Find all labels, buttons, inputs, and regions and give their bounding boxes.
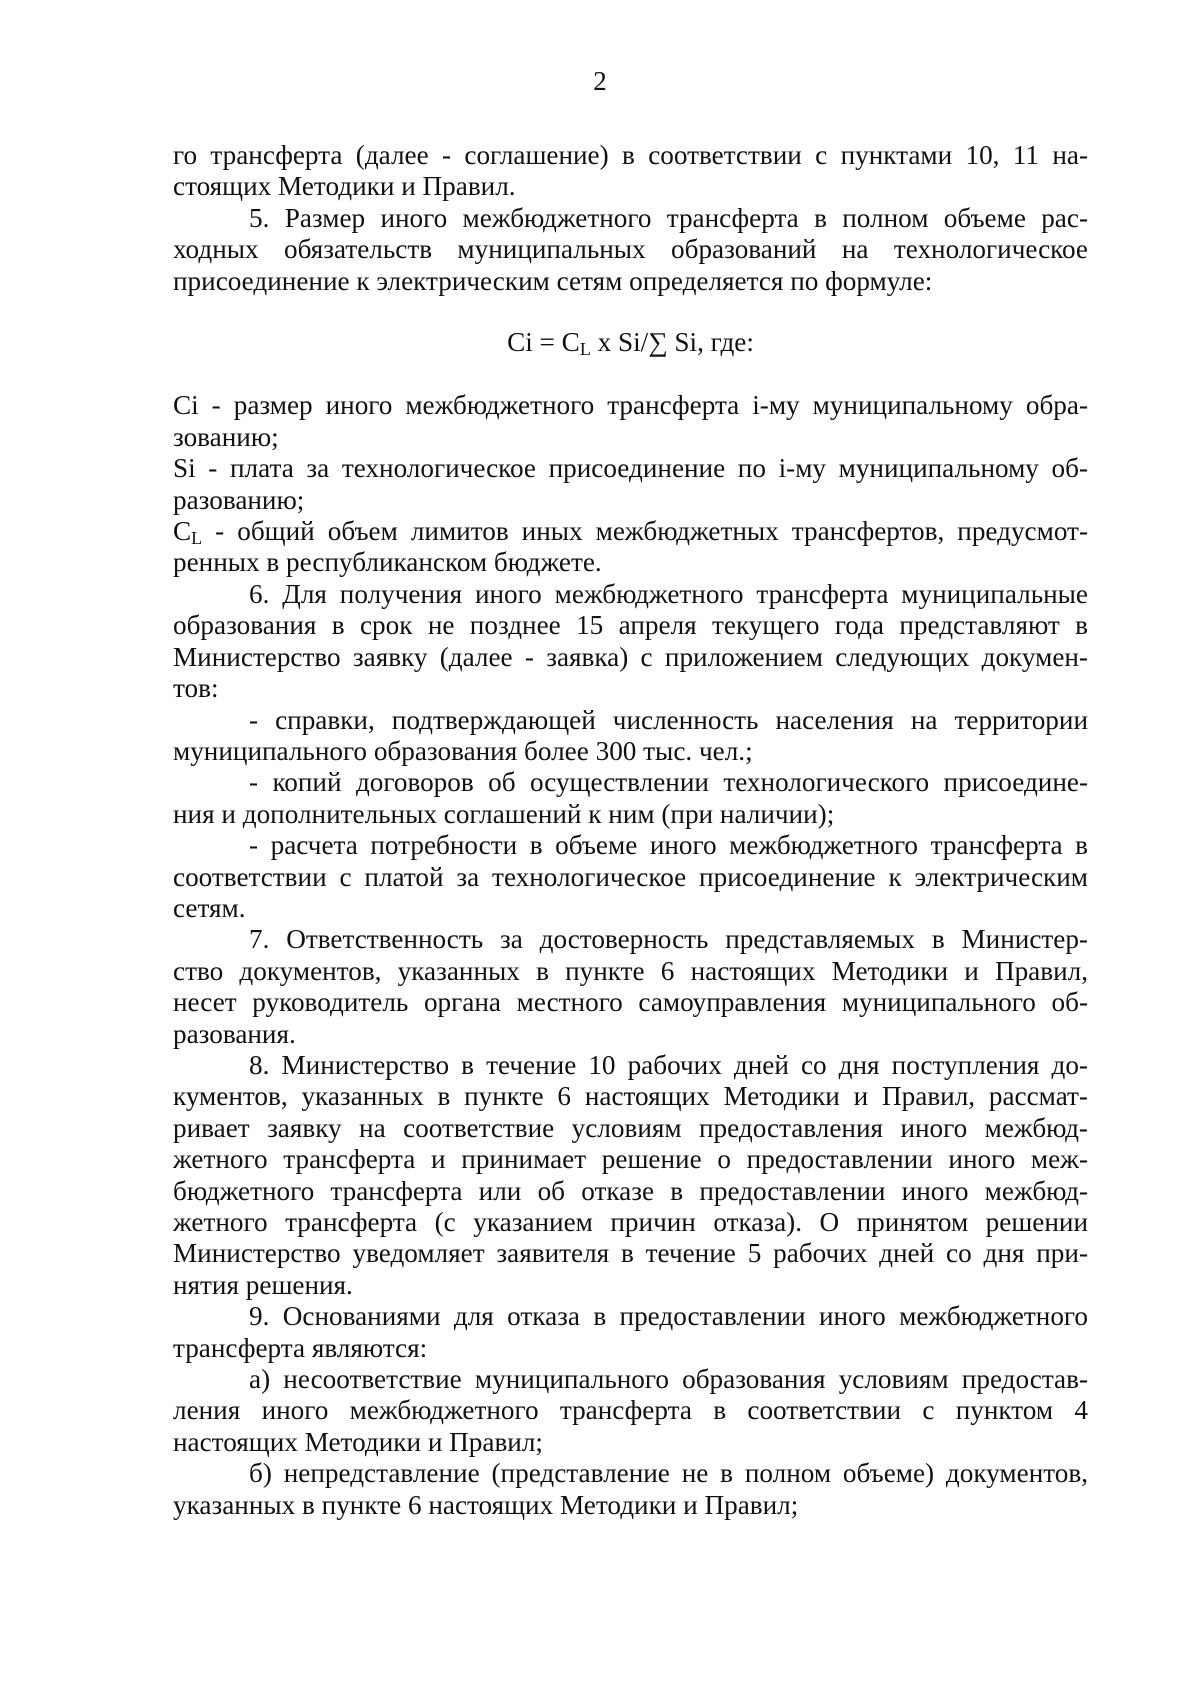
list-item-missing-documents [173, 1458, 1088, 1521]
paragraph-5 [173, 203, 1088, 297]
definition-ci [173, 390, 1088, 453]
text-line: го трансферта (далее - соглашение) в соответствии с пунктами 10, 11 на- [173, 140, 1088, 170]
text-line: 9. Основаниями для отказа в предоставлении иного межбюджетного [249, 1301, 1088, 1332]
formula-right: x Si/∑ Si, где: [590, 327, 754, 358]
text-line: Министерство заявку (далее - заявка) с приложением следующих докумен- [173, 641, 1088, 672]
text-line: - расчета потребности в объеме иного межбюджетного трансферта в [249, 830, 1088, 861]
cl-prefix: C [173, 516, 192, 547]
paragraph-6 [173, 579, 1088, 705]
text-line: Ci - размер иного межбюджетного трансферта i-му муниципальному обра- [173, 390, 1088, 421]
text-line: нятия решения. [173, 1269, 353, 1300]
list-item-nonconformity [173, 1364, 1088, 1458]
text-line: - копий договоров об осуществлении технологического присоедине- [249, 767, 1088, 798]
document-body [173, 140, 1088, 1521]
text-line: присоединение к электрическим сетям определяется по формуле: [173, 265, 933, 296]
text-line: несет руководитель органа местного самоуправления муниципального об- [173, 987, 1088, 1018]
text-line: кументов, указанных в пункте 6 настоящих Методики и Правил, рассмат- [173, 1081, 1088, 1112]
text-line: 5. Размер иного межбюджетного трансферта в полном объеме рас- [249, 202, 1088, 233]
paragraph-9 [173, 1301, 1088, 1364]
text-line: б) непредставление (представление не в полном объеме) документов, [249, 1458, 1088, 1489]
text-line: сетям. [173, 892, 246, 923]
text-line: разованию; [173, 484, 305, 515]
text-line: соответствии с платой за технологическое присоединение к электрическим [173, 861, 1088, 892]
text-line: разования. [173, 1018, 296, 1049]
list-item-contracts [173, 767, 1088, 830]
formula [173, 327, 1088, 358]
text-line: бюджетного трансферта или об отказе в предоставлении иного межбюд- [173, 1175, 1088, 1206]
text-line: ривает заявку на соответствие условиям предоставления иного межбюд- [173, 1112, 1088, 1143]
formula-subscript: L [579, 339, 591, 360]
text-line: зованию; [173, 421, 279, 452]
text-line: а) несоответствие муниципального образования условиям предостав- [249, 1364, 1088, 1395]
text-line: ренных в республиканском бюджете. [173, 547, 602, 578]
text-line: образования в срок не позднее 15 апреля текущего года представляют в [173, 610, 1088, 641]
list-item-certificate [173, 705, 1088, 768]
formula-left: Ci = C [507, 327, 580, 358]
text-line: Si - плата за технологическое присоединение по i-му муниципальному об- [173, 453, 1088, 484]
cl-subscript: L [191, 528, 203, 549]
text-line: ходных обязательств муниципальных образований на технологическое [173, 234, 1088, 265]
definition-cl [173, 516, 1088, 579]
text-line: жетного трансферта (с указанием причин отказа). О принятом решении [173, 1207, 1088, 1237]
text-line: указанных в пункте 6 настоящих Методики и Правил; [173, 1489, 799, 1520]
text-line: жетного трансферта и принимает решение о предоставлении иного меж- [173, 1144, 1088, 1175]
paragraph-8 [173, 1050, 1088, 1301]
text-line: ния и дополнительных соглашений к ним (при наличии); [173, 798, 835, 829]
text-line: 7. Ответственность за достоверность представляемых в Министер- [249, 924, 1088, 955]
paragraph-continuation [173, 140, 1088, 203]
text-line: тов: [173, 673, 219, 704]
text-line: Министерство уведомляет заявителя в течение 5 рабочих дней со дня при- [173, 1238, 1088, 1269]
text-line: настоящих Методики и Правил; [173, 1426, 543, 1457]
text-line: - справки, подтверждающей численность населения на территории [249, 704, 1088, 735]
paragraph-7 [173, 924, 1088, 1050]
text-line: муниципального образования более 300 тыс. чел.; [173, 735, 753, 766]
text-line: 6. Для получения иного межбюджетного трансферта муниципальные [249, 578, 1088, 609]
text-line: ления иного межбюджетного трансферта в соответствии с пунктом 4 [173, 1395, 1088, 1426]
text-line: 8. Министерство в течение 10 рабочих дней со дня поступления до- [249, 1049, 1088, 1080]
text-line: трансферта являются: [173, 1332, 428, 1363]
list-item-calculation [173, 830, 1088, 924]
cl-text: - общий объем лимитов иных межбюджетных трансфертов, предусмот- [202, 516, 1088, 547]
text-line: стоящих Методики и Правил. [173, 171, 516, 202]
text-line: ство документов, указанных в пункте 6 настоящих Методики и Правил, [173, 955, 1088, 986]
page-number: 2 [593, 66, 607, 96]
definition-si [173, 453, 1088, 516]
text-line [173, 516, 1088, 547]
